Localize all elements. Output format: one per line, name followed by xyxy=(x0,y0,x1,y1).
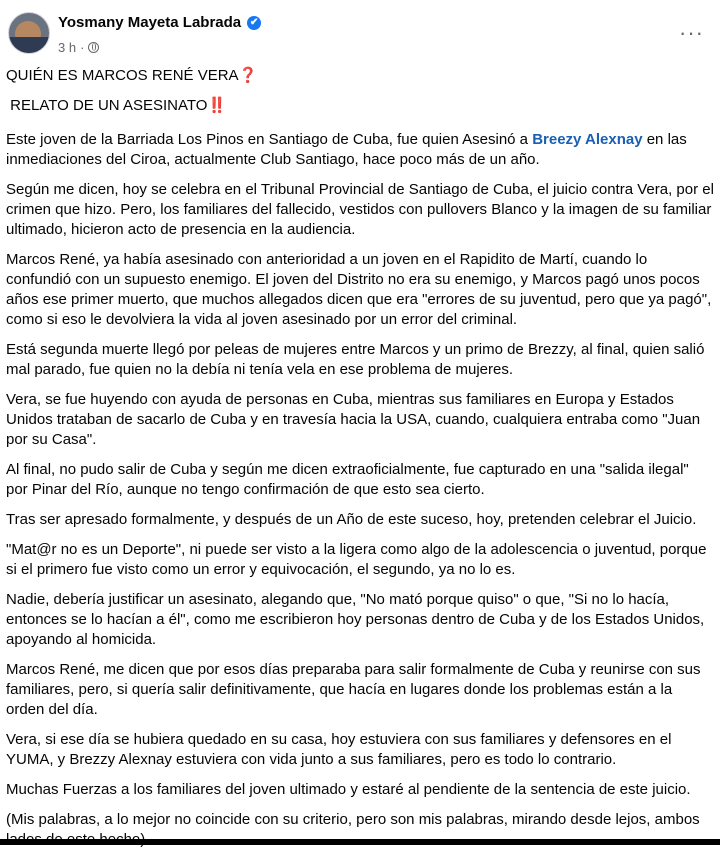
paragraph: Al final, no pudo salir de Cuba y según me dicen extraoficialmente, fue capturado en una "salida ilegal" por Pinar del Río, aunque no tengo confirmación de que esto sea cierto. xyxy=(6,461,689,498)
paragraph: Vera, se fue huyendo con ayuda de personas en Cuba, mientras sus familiares en Europa y Estados Unidos trataban de sacarlo de Cuba y en travesía hacia la USA, cuando, cualquiera entraba como "Juan por su Casa". xyxy=(6,391,701,448)
paragraph: Marcos René, me dicen que por esos días preparaba para salir formalmente de Cuba y reunirse con sus familiares, pero, si quería salir definitivamente, que hacía en lugares donde los problemas están a la orden del día. xyxy=(6,661,701,718)
post-header xyxy=(0,0,720,64)
meta-separator: · xyxy=(80,40,85,55)
more-options-icon[interactable]: ··· xyxy=(679,20,704,45)
globe-icon xyxy=(88,42,99,53)
paragraph: Está segunda muerte llegó por peleas de mujeres entre Marcos y un primo de Brezzy, al final, quien salió mal parado, fue quien no la debía ni tenía vela en ese problema de mujeres. xyxy=(6,341,705,378)
paragraph: Según me dicen, hoy se celebra en el Tribunal Provincial de Santiago de Cuba, el juicio contra Vera, por el crimen que hizo. Pero, los familiares del fallecido, vestidos con pullovers Blanco y la imagen de su familiar ultimado, hicieron acto de presencia en la audiencia. xyxy=(6,181,714,238)
post-time[interactable]: 3 h xyxy=(58,40,77,55)
post-body xyxy=(6,66,714,860)
verified-badge-icon: ✔ xyxy=(247,16,261,30)
post-meta xyxy=(58,40,99,55)
author-name[interactable]: Yosmany Mayeta Labrada xyxy=(58,14,242,31)
author-row xyxy=(58,14,261,31)
bottom-edge xyxy=(0,839,720,845)
tagged-person-link[interactable]: Breezy Alexnay xyxy=(532,131,643,148)
paragraph: (Mis palabras, a lo mejor no coincide con su criterio, pero son mis palabras, mirando desde lejos, ambos xyxy=(6,811,700,828)
question-mark-icon: ❓ xyxy=(238,67,258,84)
avatar[interactable] xyxy=(8,12,50,54)
title-text-1: QUIÉN ES MARCOS RENÉ VERA xyxy=(6,67,239,84)
paragraph: "Mat@r no es un Deporte", ni puede ser visto a la ligera como algo de la adolescencia o juventud, porque si el primero fue visto como un error y equivocación, el segundo, ya no lo es. xyxy=(6,541,707,578)
avatar-body xyxy=(9,37,49,54)
double-exclamation-icon: ‼️ xyxy=(207,97,227,114)
p1-text-after: en las inmediaciones del Ciroa, actualmente Club Santiago, hace poco más de un año. xyxy=(6,131,687,168)
title-line-1 xyxy=(6,66,714,86)
paragraph-1 xyxy=(6,130,714,170)
paragraph: Vera, si ese día se hubiera quedado en su casa, hoy estuviera con sus familiares y defensores en el YUMA, y Brezzy Alexnay estuviera con vida junto a sus familiares, pero es todo lo contrario. xyxy=(6,731,672,768)
p1-text-before: Este joven de la Barriada Los Pinos en Santiago de Cuba, fue quien Asesinó a xyxy=(6,131,533,148)
paragraph: Muchas Fuerzas a los familiares del joven ultimado y estaré al pendiente de la sentencia de este juicio. xyxy=(6,781,691,798)
paragraph: Nadie, debería justificar un asesinato, alegando que, "No mató porque quiso" o que, "Si no lo hacía, entonces se lo hacían a él", como me escribieron hoy personas dentro de Cuba y de los Estados Unidos, apoyando al homicida. xyxy=(6,591,705,648)
paragraph: Tras ser apresado formalmente, y después de un Año de este suceso, hoy, pretenden celebrar el Juicio. xyxy=(6,511,697,528)
paragraph: Marcos René, ya había asesinado con anterioridad a un joven en el Rapidito de Martí, cuando lo confundió con un supuesto enemigo. El joven del Distrito no era su enemigo, y Marcos pagó unos pocos años ese primer muerto, que muchos allegados dicen que era "errores de su juventud, pero que ya pagó", como si eso le devolviera la vida al joven asesinado por un error del criminal. xyxy=(6,251,712,328)
post-title xyxy=(6,66,714,116)
title-line-2 xyxy=(6,96,714,116)
title-text-2: RELATO DE UN ASESINATO xyxy=(6,97,208,114)
